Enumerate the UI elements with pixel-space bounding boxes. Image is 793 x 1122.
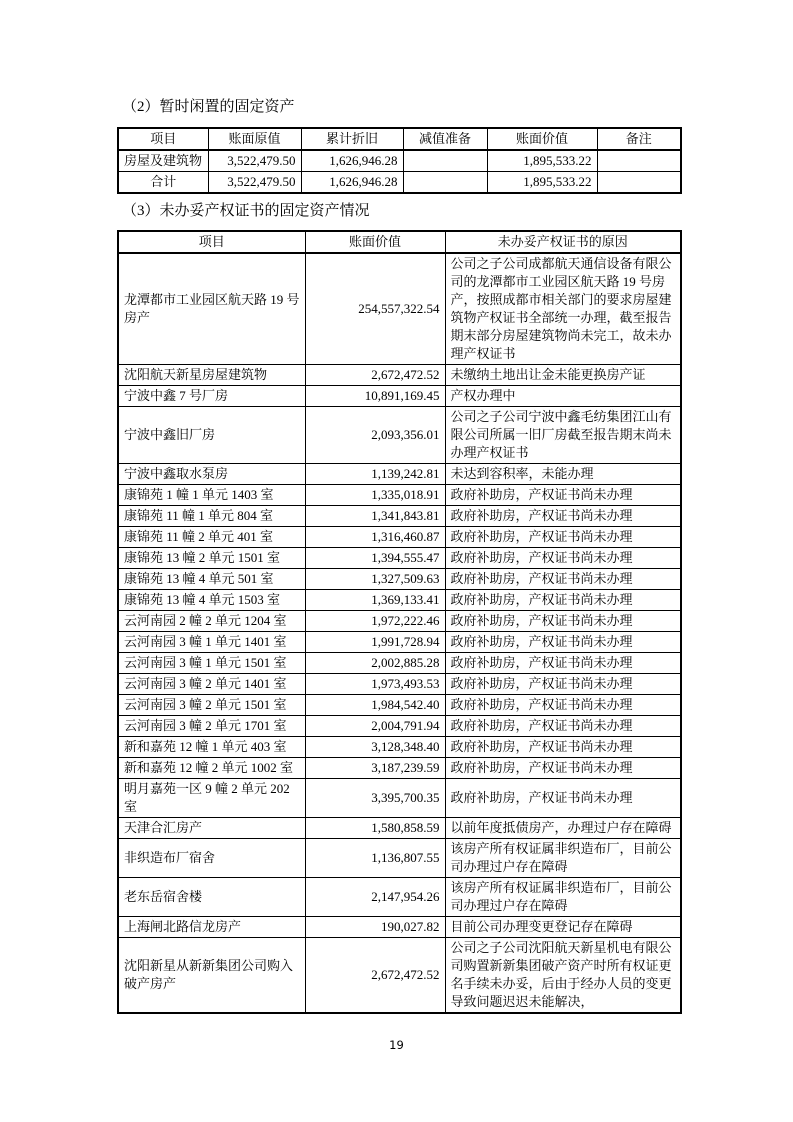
column-header: 备注 [597, 128, 681, 150]
table-row [118, 737, 681, 758]
table-cell: 政府补助房，产权证书尚未办理 [445, 737, 681, 758]
table-cell: 254,557,322.54 [305, 253, 445, 365]
table-cell [403, 150, 487, 172]
table-cell: 2,147,954.26 [305, 878, 445, 917]
table-cell: 2,672,472.52 [305, 365, 445, 386]
table-cell: 宁波中鑫旧厂房 [118, 407, 305, 464]
table-row [118, 839, 681, 878]
table-cell: 云河南园 3 幢 1 单元 1501 室 [118, 653, 305, 674]
table-row [118, 548, 681, 569]
table-cell: 云河南园 3 幢 2 单元 1501 室 [118, 695, 305, 716]
table-cell: 政府补助房，产权证书尚未办理 [445, 758, 681, 779]
table-cell: 政府补助房，产权证书尚未办理 [445, 569, 681, 590]
column-header: 减值准备 [403, 128, 487, 150]
table-cell: 公司之子公司成都航天通信设备有限公司的龙潭都市工业园区航天路 19 号房产，按照成都市相关部门的要求房屋建筑物产权证书全部统一办理，截至报告期末部分房屋建筑物尚未完工，故未办理产权证书 [445, 253, 681, 365]
table-cell: 产权办理中 [445, 386, 681, 407]
table-row [118, 632, 681, 653]
table-cell: 龙潭都市工业园区航天路 19 号房产 [118, 253, 305, 365]
table-row [118, 695, 681, 716]
table-cell: 政府补助房，产权证书尚未办理 [445, 653, 681, 674]
table-row [118, 653, 681, 674]
table-cell: 目前公司办理变更登记存在障碍 [445, 917, 681, 938]
table-cell: 公司之子公司沈阳航天新星机电有限公司购置新新集团破产资产时所有权证更名手续未办妥，后由于经办人员的变更导致问题迟迟未能解决， [445, 938, 681, 1014]
table-row [118, 674, 681, 695]
no-certificate-table-header [118, 231, 681, 253]
table-cell: 1,335,018.91 [305, 485, 445, 506]
column-header: 项目 [118, 231, 305, 253]
column-header: 账面价值 [305, 231, 445, 253]
table-cell: 政府补助房，产权证书尚未办理 [445, 779, 681, 818]
table-cell: 政府补助房，产权证书尚未办理 [445, 695, 681, 716]
table-row [118, 407, 681, 464]
no-certificate-table [117, 230, 682, 1014]
table-cell: 公司之子公司宁波中鑫毛纺集团江山有限公司所属一旧厂房截至报告期末尚未办理产权证书 [445, 407, 681, 464]
column-header: 未办妥产权证书的原因 [445, 231, 681, 253]
table-cell: 1,973,493.53 [305, 674, 445, 695]
table-cell: 沈阳新星从新新集团公司购入破产房产 [118, 938, 305, 1014]
table-row [118, 386, 681, 407]
table-cell: 合计 [118, 172, 208, 194]
table-cell: 政府补助房，产权证书尚未办理 [445, 716, 681, 737]
table-cell: 政府补助房，产权证书尚未办理 [445, 485, 681, 506]
table-cell: 3,522,479.50 [208, 172, 301, 194]
table-cell: 3,522,479.50 [208, 150, 301, 172]
table-cell: 新和嘉苑 12 幢 2 单元 1002 室 [118, 758, 305, 779]
table-row [118, 818, 681, 839]
table-cell: 1,580,858.59 [305, 818, 445, 839]
table-cell: 政府补助房，产权证书尚未办理 [445, 632, 681, 653]
table-cell: 3,187,239.59 [305, 758, 445, 779]
table-cell: 1,895,533.22 [487, 150, 597, 172]
table-cell: 政府补助房，产权证书尚未办理 [445, 548, 681, 569]
table-cell: 政府补助房，产权证书尚未办理 [445, 590, 681, 611]
table-cell: 2,093,356.01 [305, 407, 445, 464]
table-cell: 康锦苑 11 幢 1 单元 804 室 [118, 506, 305, 527]
table-row [118, 779, 681, 818]
table-cell [403, 172, 487, 194]
column-header: 累计折旧 [301, 128, 403, 150]
table-row [118, 569, 681, 590]
table-row [118, 150, 681, 172]
table-cell: 1,327,509.63 [305, 569, 445, 590]
table-cell: 1,394,555.47 [305, 548, 445, 569]
header-row [118, 231, 681, 253]
table-row [118, 938, 681, 1014]
idle-assets-table-body [118, 150, 681, 193]
table-cell: 老东岳宿舍楼 [118, 878, 305, 917]
table-cell: 3,395,700.35 [305, 779, 445, 818]
table-row [118, 365, 681, 386]
table-cell: 康锦苑 11 幢 2 单元 401 室 [118, 527, 305, 548]
table-row [118, 878, 681, 917]
table-cell: 2,672,472.52 [305, 938, 445, 1014]
table-cell [597, 150, 681, 172]
table-cell: 康锦苑 13 幢 2 单元 1501 室 [118, 548, 305, 569]
table-cell: 新和嘉苑 12 幢 1 单元 403 室 [118, 737, 305, 758]
table-cell: 云河南园 3 幢 1 单元 1401 室 [118, 632, 305, 653]
table-cell: 1,369,133.41 [305, 590, 445, 611]
table-cell: 宁波中鑫取水泵房 [118, 464, 305, 485]
table-cell: 该房产所有权证属非织造布厂，目前公司办理过户存在障碍 [445, 878, 681, 917]
table-cell: 康锦苑 13 幢 4 单元 501 室 [118, 569, 305, 590]
table-row [118, 716, 681, 737]
table-cell: 1,316,460.87 [305, 527, 445, 548]
table-cell: 1,984,542.40 [305, 695, 445, 716]
table-cell: 非织造布厂宿舍 [118, 839, 305, 878]
table-row [118, 758, 681, 779]
no-certificate-table-body [118, 253, 681, 1013]
table-cell: 政府补助房，产权证书尚未办理 [445, 506, 681, 527]
table-cell: 190,027.82 [305, 917, 445, 938]
table-row [118, 917, 681, 938]
table-cell: 政府补助房，产权证书尚未办理 [445, 674, 681, 695]
table-cell: 云河南园 3 幢 2 单元 1401 室 [118, 674, 305, 695]
column-header: 项目 [118, 128, 208, 150]
table-cell: 1,136,807.55 [305, 839, 445, 878]
table-cell: 云河南园 3 幢 2 单元 1701 室 [118, 716, 305, 737]
table-cell: 房屋及建筑物 [118, 150, 208, 172]
table-row [118, 506, 681, 527]
table-row [118, 527, 681, 548]
table-cell: 3,128,348.40 [305, 737, 445, 758]
table-row [118, 485, 681, 506]
table-cell: 未达到容积率，未能办理 [445, 464, 681, 485]
table-row [118, 611, 681, 632]
table-cell: 2,002,885.28 [305, 653, 445, 674]
table-cell: 1,626,946.28 [301, 172, 403, 194]
table-cell: 云河南园 2 幢 2 单元 1204 室 [118, 611, 305, 632]
table-row [118, 253, 681, 365]
table-cell: 10,891,169.45 [305, 386, 445, 407]
table-cell: 2,004,791.94 [305, 716, 445, 737]
table-cell: 1,139,242.81 [305, 464, 445, 485]
idle-assets-table [117, 127, 682, 194]
table-cell: 康锦苑 13 幢 4 单元 1503 室 [118, 590, 305, 611]
table-cell: 沈阳航天新星房屋建筑物 [118, 365, 305, 386]
table-cell: 1,895,533.22 [487, 172, 597, 194]
table-row [118, 464, 681, 485]
table-row [118, 590, 681, 611]
table-cell: 明月嘉苑一区 9 幢 2 单元 202 室 [118, 779, 305, 818]
table-cell: 政府补助房，产权证书尚未办理 [445, 527, 681, 548]
table-cell: 该房产所有权证属非织造布厂，目前公司办理过户存在障碍 [445, 839, 681, 878]
table-cell: 1,626,946.28 [301, 150, 403, 172]
header-row [118, 128, 681, 150]
idle-assets-table-header [118, 128, 681, 150]
table-cell [597, 172, 681, 194]
table-cell: 以前年度抵债房产，办理过户存在障碍 [445, 818, 681, 839]
table-cell: 宁波中鑫 7 号厂房 [118, 386, 305, 407]
table-cell: 康锦苑 1 幢 1 单元 1403 室 [118, 485, 305, 506]
table-cell: 1,972,222.46 [305, 611, 445, 632]
section-2-heading: （2）暂时闲置的固定资产 [122, 99, 295, 115]
table-cell: 政府补助房，产权证书尚未办理 [445, 611, 681, 632]
table-cell: 1,341,843.81 [305, 506, 445, 527]
column-header: 账面价值 [487, 128, 597, 150]
table-cell: 天津合汇房产 [118, 818, 305, 839]
table-cell: 未缴纳土地出让金未能更换房产证 [445, 365, 681, 386]
table-cell: 1,991,728.94 [305, 632, 445, 653]
section-3-heading: （3）未办妥产权证书的固定资产情况 [122, 203, 370, 219]
column-header: 账面原值 [208, 128, 301, 150]
table-row [118, 172, 681, 194]
table-cell: 上海闸北路信龙房产 [118, 917, 305, 938]
page-number: 19 [389, 1038, 404, 1052]
